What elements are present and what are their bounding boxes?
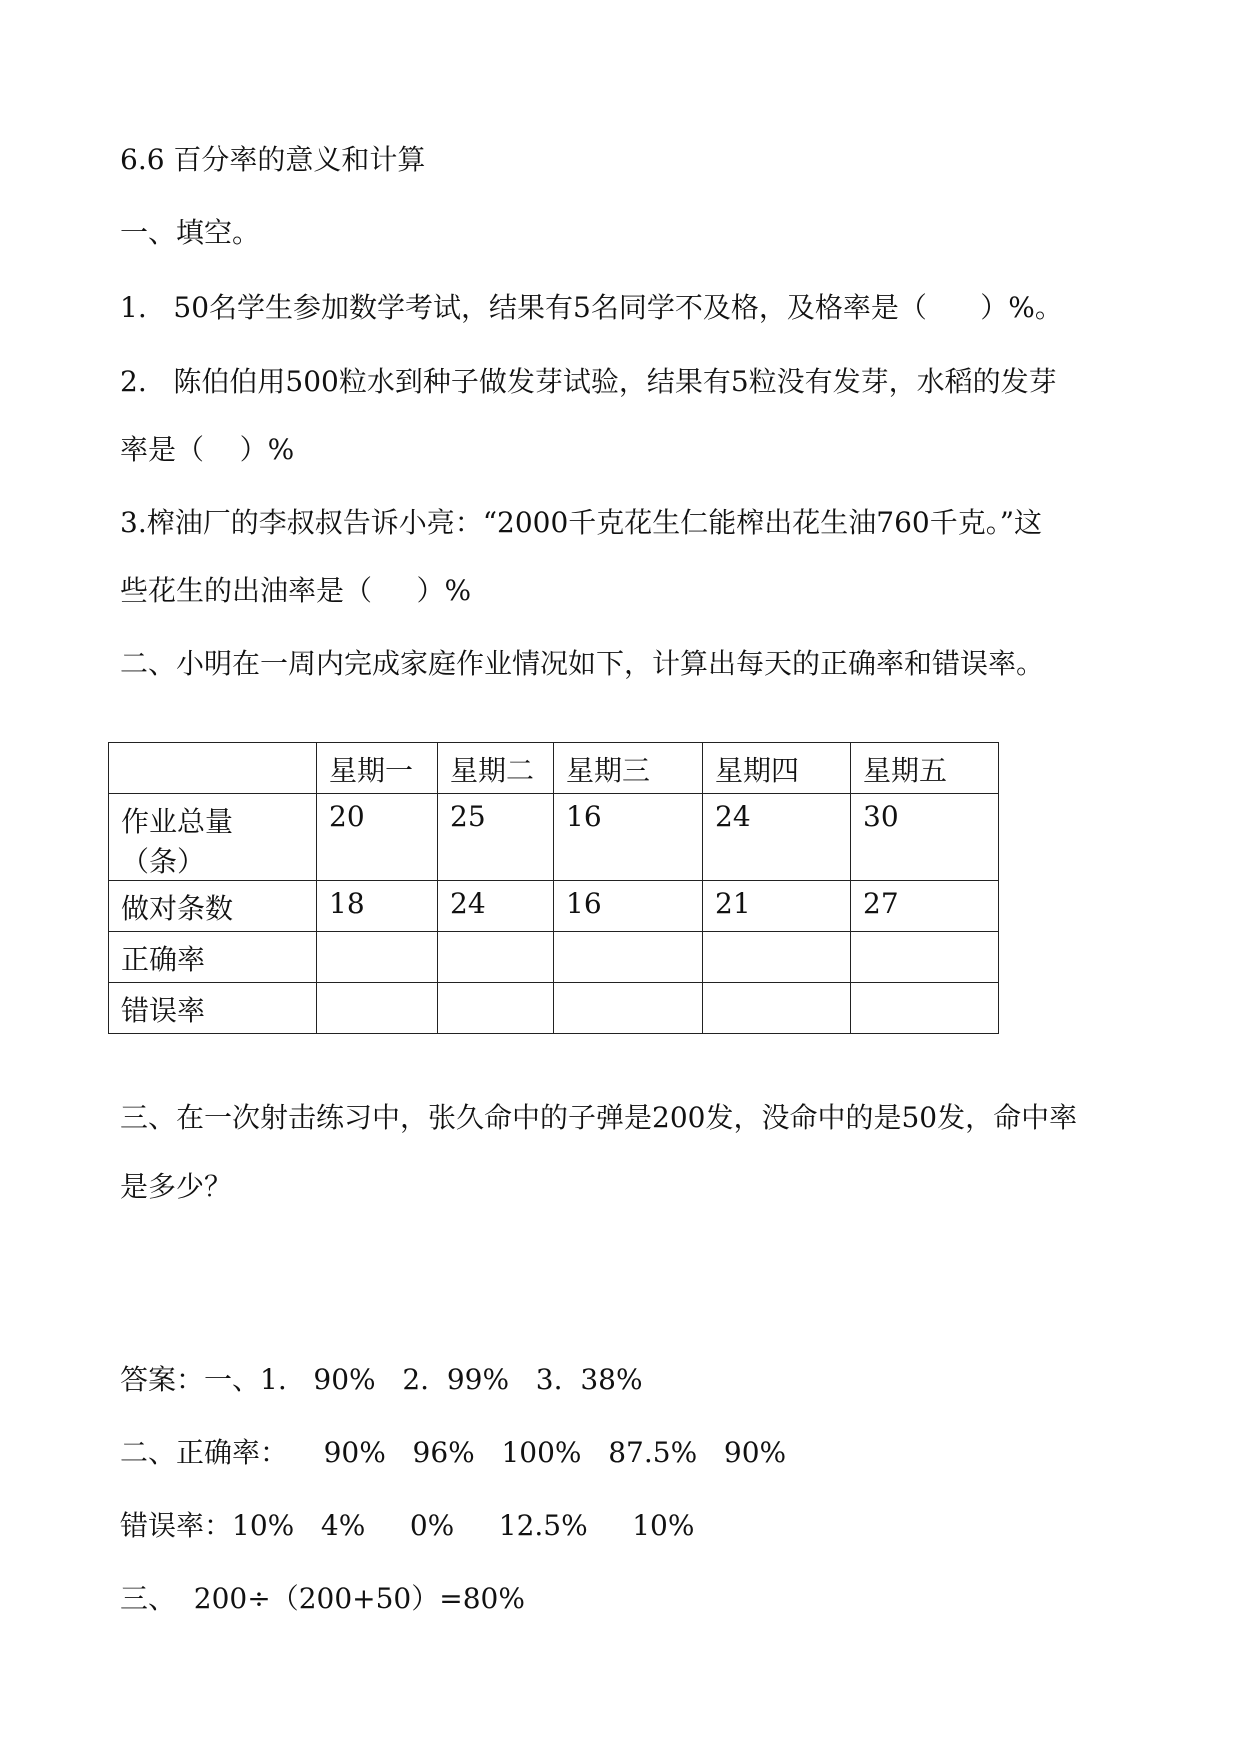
table-cell <box>554 932 703 983</box>
table-cell: 21 <box>703 881 851 932</box>
question-2-line2: 率是（ ）% <box>120 433 295 466</box>
table-cell: 16 <box>554 794 703 881</box>
table-row <box>109 881 999 932</box>
table-header-row <box>109 743 999 794</box>
question-3-line2: 些花生的出油率是（ ）% <box>120 574 472 607</box>
table-header-wednesday: 星期三 <box>554 743 703 794</box>
table-row-label: 作业总量 （条） <box>109 794 317 881</box>
table-row-label: 正确率 <box>109 932 317 983</box>
question-3-line1: 3.榨油厂的李叔叔告诉小亮：“2000千克花生仁能榨出花生油760千克。”这 <box>120 506 1043 539</box>
table-cell: 18 <box>317 881 438 932</box>
table-row-label: 做对条数 <box>109 881 317 932</box>
page-title: 6.6 百分率的意义和计算 <box>120 143 426 176</box>
table-row <box>109 794 999 881</box>
table-cell <box>851 932 999 983</box>
answers-line4: 三、 200÷（200+50）=80% <box>120 1582 525 1615</box>
table-cell: 24 <box>438 881 554 932</box>
table-cell: 16 <box>554 881 703 932</box>
table-cell <box>851 983 999 1034</box>
section3-line2: 是多少？ <box>120 1170 233 1203</box>
table-cell: 25 <box>438 794 554 881</box>
table-cell <box>317 983 438 1034</box>
homework-table <box>108 742 999 1034</box>
question-1: 1. 50名学生参加数学考试，结果有5名同学不及格，及格率是（ ）%。 <box>120 291 1063 324</box>
table-row <box>109 983 999 1034</box>
section1-heading: 一、填空。 <box>120 216 261 249</box>
table-cell <box>109 743 317 794</box>
section2-heading: 二、小明在一周内完成家庭作业情况如下，计算出每天的正确率和错误率。 <box>120 647 1045 680</box>
table-cell <box>703 983 851 1034</box>
table-cell <box>438 932 554 983</box>
table-cell <box>317 932 438 983</box>
table-cell: 30 <box>851 794 999 881</box>
table-header-monday: 星期一 <box>317 743 438 794</box>
section3-line1: 三、在一次射击练习中，张久命中的子弹是200发，没命中的是50发，命中率 <box>120 1101 1078 1134</box>
answers-line2: 二、正确率： 90% 96% 100% 87.5% 90% <box>120 1436 787 1469</box>
table-cell: 24 <box>703 794 851 881</box>
table-header-thursday: 星期四 <box>703 743 851 794</box>
table-row-label: 错误率 <box>109 983 317 1034</box>
table-cell: 27 <box>851 881 999 932</box>
table-row <box>109 932 999 983</box>
answers-line1: 答案：一、1. 90% 2. 99% 3. 38% <box>120 1363 643 1396</box>
answers-line3: 错误率：10% 4% 0% 12.5% 10% <box>120 1509 695 1542</box>
question-2-line1: 2. 陈伯伯用500粒水到种子做发芽试验，结果有5粒没有发芽，水稻的发芽 <box>120 365 1057 398</box>
table-header-tuesday: 星期二 <box>438 743 554 794</box>
table-cell <box>554 983 703 1034</box>
table-header-friday: 星期五 <box>851 743 999 794</box>
table-cell: 20 <box>317 794 438 881</box>
table-cell <box>438 983 554 1034</box>
table-cell <box>703 932 851 983</box>
